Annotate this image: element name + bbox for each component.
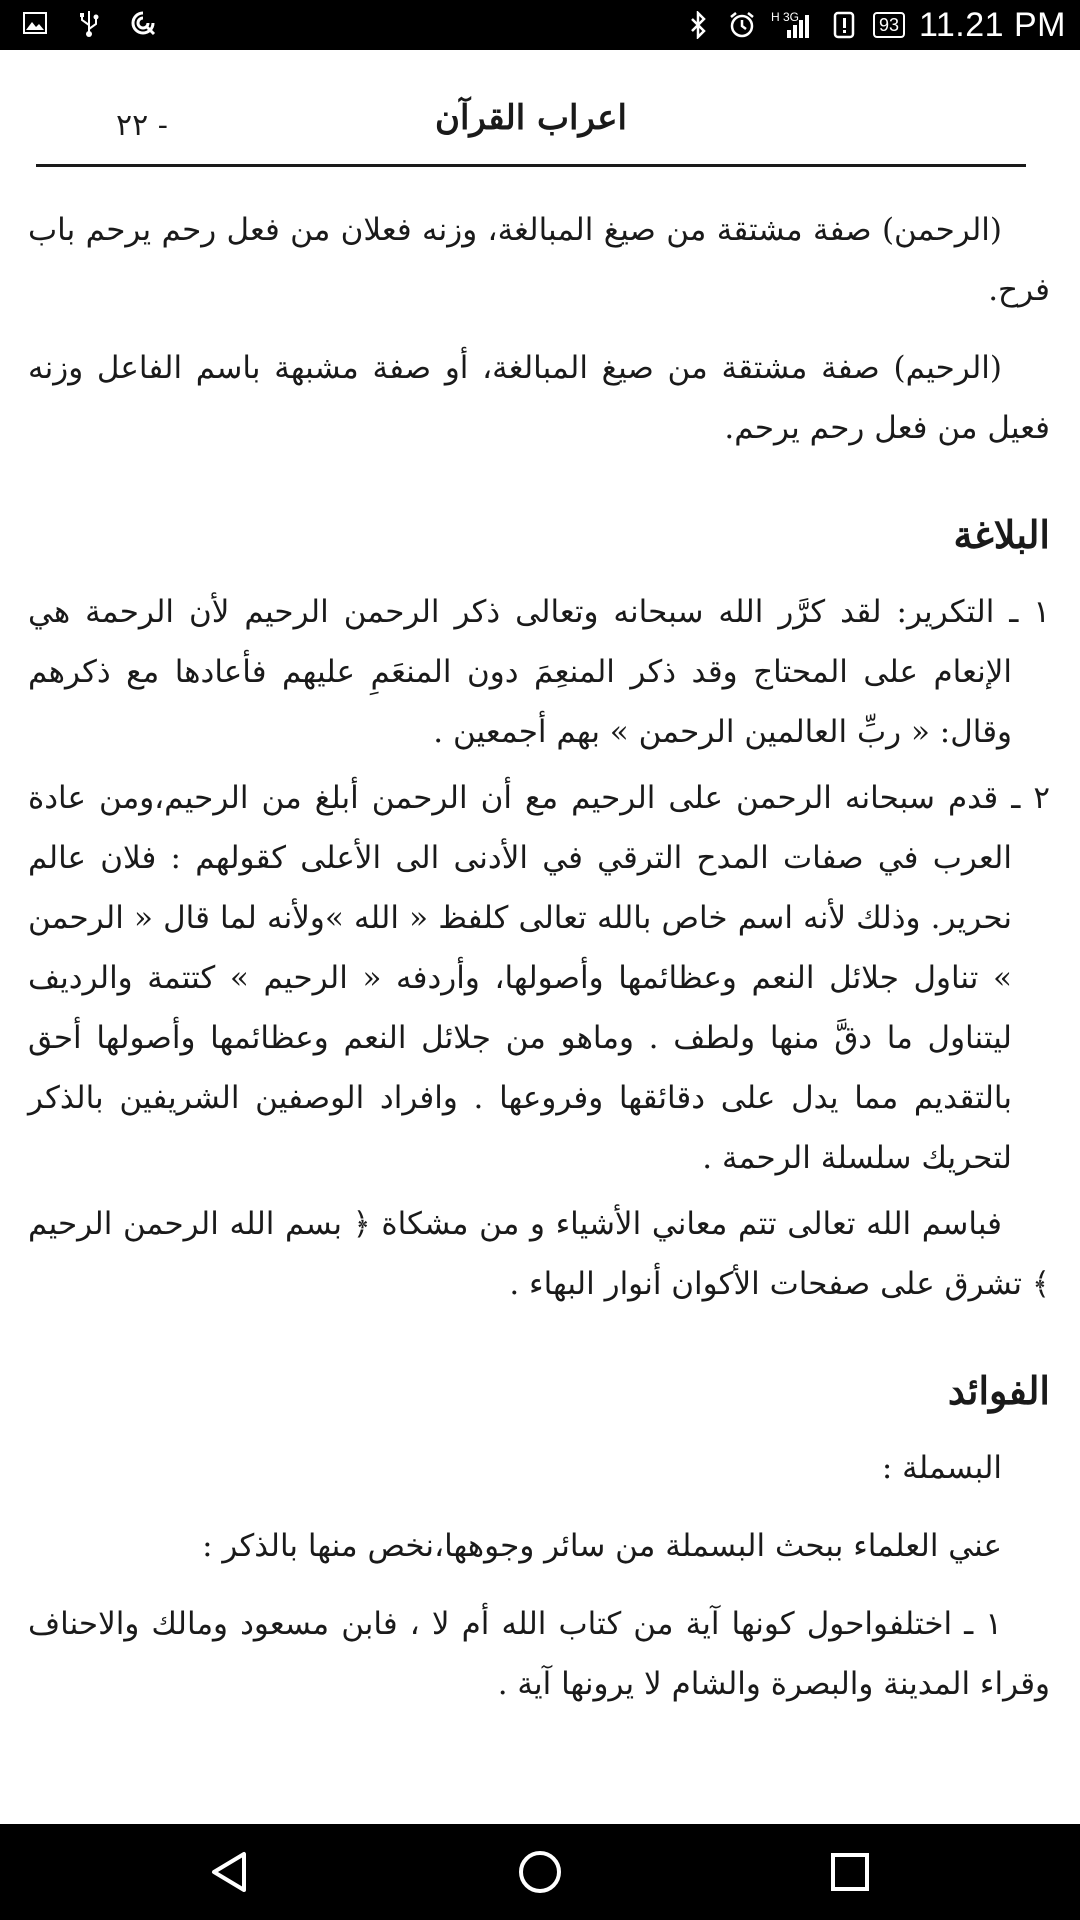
alarm-icon — [727, 10, 757, 40]
paragraph-rahim: (الرحيم) صفة مشتقة من صيغ المبالغة، أو صفة مشبهة باسم الفاعل وزنه فعيل من فعل رحم يرحم. — [28, 350, 1050, 446]
heading-fawaid: الفوائد — [947, 1368, 1050, 1413]
alert-icon — [829, 10, 859, 40]
balagha-item: ٢ ـ قدم سبحانه الرحمن على الرحيم مع أن الرحمن أبلغ من الرحيم،ومن عادة العرب في صفات المدح الترقي في الأدنى الى الأعلى كقولهم : فلان عالم نحرير. وذلك لأنه اسم خاص بالله تعالى كلفظ « الله »ولأنه لما قال « الرحمن » تناول جلائل النعم وعظائمها وأصولها، وأردفه « الرحيم » كتتمة والرديف ليتناول ما دقَّ منها ولطف . وماهو من جلائل النعم وعظائمها وأصولها أحق بالتقديم مما يدل على دقائقها وفروعها . وافراد الوصفين الشريفين بالذكر لتحريك سلسلة الرحمة . — [28, 780, 1050, 1176]
battery-icon — [873, 12, 905, 38]
page-number: - ٢٢ — [116, 108, 168, 143]
balagha-item: ١ ـ التكرير: لقد كرَّر الله سبحانه وتعالى ذكر الرحمن الرحيم لأن الرحمة هي الإنعام على المحتاج وقد ذكر المنعِمَ دون المنعَمِ عليهم فأعادها مع ذكرهم وقال: « ربِّ العالمين الرحمن » بهم أجمعين . — [28, 594, 1050, 750]
sync-icon — [128, 8, 158, 38]
status-right-icons — [683, 4, 1066, 46]
battery-level: 93 — [878, 15, 899, 35]
image-icon — [20, 8, 50, 38]
heading-balagha: البلاغة — [953, 512, 1050, 557]
bluetooth-icon — [683, 10, 713, 40]
document-page — [0, 50, 1080, 1824]
recents-icon — [826, 1848, 874, 1896]
closing-paragraph: فباسم الله تعالى تتم معاني الأشياء و من مشكاة ﴿ بسم الله الرحمن الرحيم ﴾ تشرق على صفحات الأكوان أنوار البهاء . — [28, 1206, 1050, 1302]
usb-icon — [74, 8, 104, 38]
clock: 11.21 PM — [918, 6, 1066, 44]
status-left-icons — [20, 8, 158, 38]
back-icon — [206, 1848, 254, 1896]
signal-icon — [771, 10, 815, 40]
paragraph-rahman: (الرحمن) صفة مشتقة من صيغ المبالغة، وزنه فعلان من فعل رحم يرحم باب فرح. — [28, 212, 1050, 308]
basmala-intro: عني العلماء ببحث البسملة من سائر وجوهها،نخص منها بالذكر : — [202, 1528, 1002, 1564]
navigation-bar — [0, 1824, 1080, 1920]
status-bar — [0, 0, 1080, 50]
home-button[interactable] — [510, 1842, 570, 1902]
basmala-item: ١ ـ اختلفواحول كونها آية من كتاب الله أم لا ، فابن مسعود ومالك والاحناف وقراء المدينة والبصرة والشام لا يرونها آية . — [28, 1606, 1050, 1702]
page-body — [28, 200, 1050, 1732]
running-head — [36, 98, 1026, 158]
network-type: H 3G — [770, 10, 799, 24]
page-title: اعراب القرآن — [435, 98, 627, 138]
recents-button[interactable] — [820, 1842, 880, 1902]
home-icon — [516, 1848, 564, 1896]
basmala-label: البسملة : — [881, 1450, 1002, 1486]
back-button[interactable] — [200, 1842, 260, 1902]
header-rule — [36, 164, 1026, 167]
